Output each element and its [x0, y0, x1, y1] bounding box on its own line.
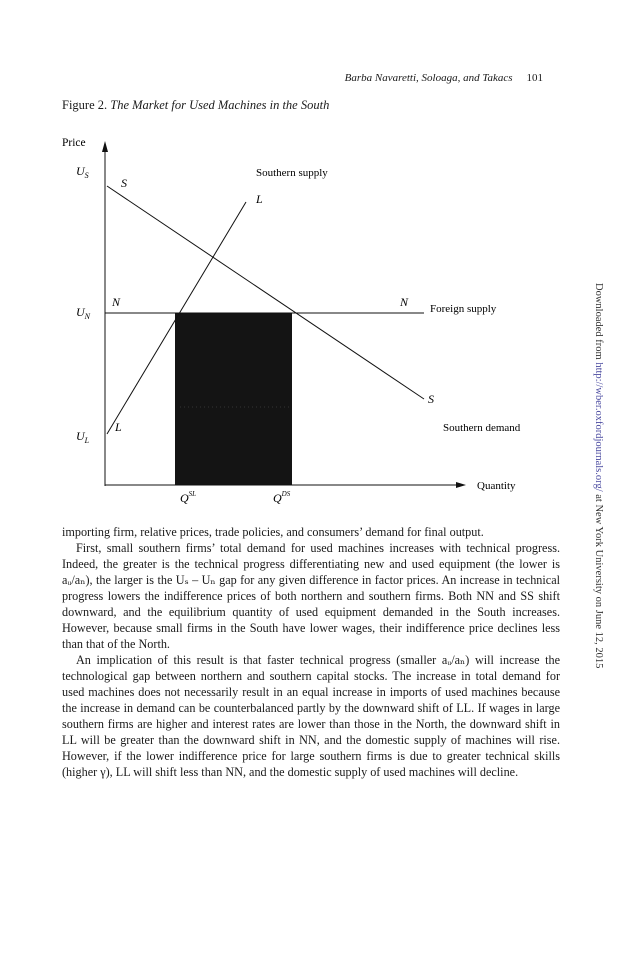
label-l-bottom: L [115, 420, 122, 434]
tick-q-ds: $Q^{DS}$ [273, 490, 291, 505]
header-authors: Barba Navaretti, Soloaga, and Takacs [344, 72, 513, 84]
x-axis-label: Quantity [477, 480, 516, 492]
tick-un: $U_N$ [76, 305, 91, 321]
tick-us: $U_S$ [76, 164, 89, 180]
import-region [175, 313, 292, 485]
download-notice-post: at New York University on June 12, 2015 [593, 491, 604, 669]
download-link[interactable]: http://wber.oxfordjournals.org/ [593, 362, 604, 492]
paragraph: importing firm, relative prices, trade policies, and consumers’ demand for final output. [62, 525, 484, 539]
label-n-right: N [400, 295, 409, 309]
label-l-top: L [256, 192, 263, 206]
caption-title: The Market for Used Machines in the South [110, 98, 330, 112]
label-s-top: S [121, 176, 127, 190]
x-axis-arrow [456, 482, 466, 488]
paragraph: First, small southern firms’ total demand for used machines increases with technical progress. Indeed, the greater is the technical progress differentiating new and used equipment (the lower is aᵤ/aₙ), the larger is the Uₛ – Uₙ gap for any given difference in factor prices. An increase in technical progress lowers the indifference prices of both northern and southern firms. Both NN and SS shift downward, and the equilibrium quantity of used equipment demanded in the South increases. However, because small firms in the South have lower wages, their indifference price declines less than that of the North. [62, 541, 560, 651]
southern-demand-label: Southern demand [443, 422, 521, 434]
tick-ul: $U_L$ [76, 429, 90, 445]
tick-q-sl: $Q^{SL}$ [180, 490, 197, 505]
label-s-bottom: S [428, 392, 434, 406]
page-number: 101 [526, 72, 543, 84]
body-text [62, 524, 560, 780]
paragraph: An implication of this result is that faster technical progress (smaller aᵤ/aₙ) will increase the technological gap between northern and southern capital stocks. The increase in total demand for used machines does not necessarily result in an equal increase in imports of used machines because the increase in demand can be counterbalanced partly by the downward shift of LL. If wages in large southern firms are higher and interest rates are lower than those in the North, the downward shift in LL will be greater than the downward shift in NN, and the domestic supply of machines will rise. However, if the lower indifference price for large southern firms is due to greater technical skills (higher γ), LL will shift less than NN, and the domestic supply of used machines will decline. [62, 653, 560, 779]
caption-prefix: Figure 2. [62, 98, 108, 112]
southern-supply-label: Southern supply [256, 167, 328, 179]
y-axis-label: Price [62, 137, 86, 149]
label-n-left: N [112, 295, 121, 309]
download-notice-pre: Downloaded from [593, 283, 604, 363]
foreign-supply-label: Foreign supply [430, 303, 497, 315]
y-axis-arrow [102, 141, 108, 152]
